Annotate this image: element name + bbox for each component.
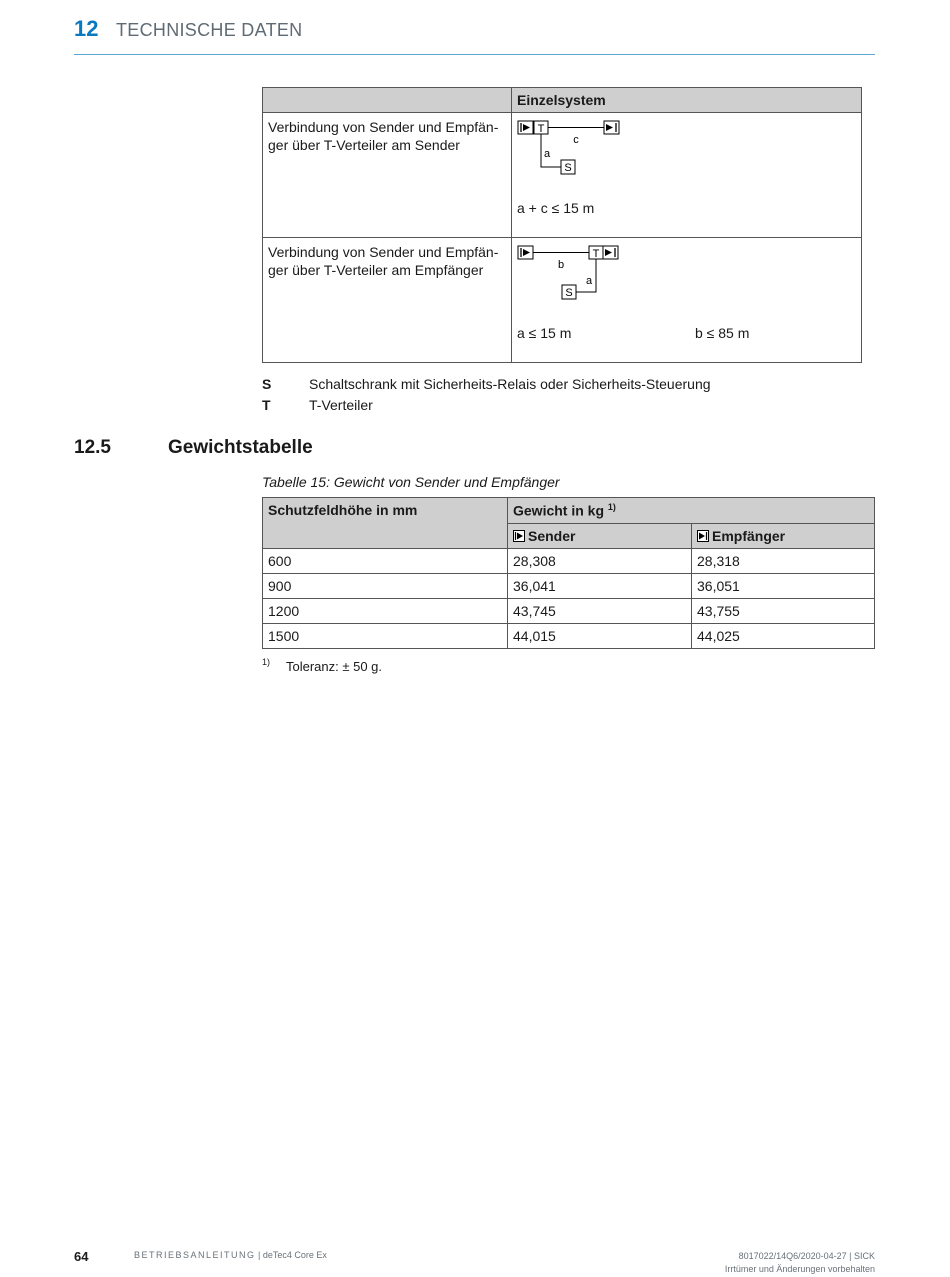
cell-receiver-weight: 36,051 bbox=[692, 573, 875, 598]
section-title: Gewichtstabelle bbox=[168, 437, 313, 458]
header-sender-label: Sender bbox=[528, 527, 576, 544]
legend-key: S bbox=[262, 376, 272, 392]
cell-height: 900 bbox=[263, 573, 508, 598]
legend bbox=[262, 374, 862, 416]
footer-doc-info bbox=[134, 1250, 327, 1260]
legend-item bbox=[262, 374, 862, 395]
cell-sender-weight: 36,041 bbox=[508, 573, 692, 598]
header-receiver-label: Empfänger bbox=[712, 527, 786, 544]
footer-disclaimer: Irrtümer und Änderungen vorbehalten bbox=[724, 1264, 875, 1274]
legend-value: T-Verteiler bbox=[309, 397, 373, 413]
table-row bbox=[263, 548, 875, 573]
svg-text:T: T bbox=[537, 123, 545, 135]
footer-ref bbox=[725, 1250, 875, 1276]
cell-receiver-weight: 28,318 bbox=[692, 548, 875, 573]
control-cabinet-icon bbox=[561, 160, 575, 174]
weight-table bbox=[262, 497, 875, 649]
svg-text:T: T bbox=[592, 248, 600, 260]
receiver-icon bbox=[604, 121, 619, 134]
chapter-title: TECHNISCHE DATEN bbox=[116, 20, 303, 40]
cell-receiver-weight: 43,755 bbox=[692, 598, 875, 623]
header-receiver bbox=[692, 523, 875, 548]
diagram-cell bbox=[512, 113, 862, 238]
formula-a: a ≤ 15 m bbox=[517, 325, 572, 341]
row-label: Verbindung von Sender und Empfän-ger über T-Verteiler am Sender bbox=[263, 113, 512, 238]
connection-table bbox=[262, 87, 862, 363]
t-distributor-icon bbox=[534, 121, 548, 135]
page-header bbox=[74, 16, 875, 55]
table-row bbox=[263, 113, 862, 238]
chapter-number: 12 bbox=[74, 16, 99, 41]
formula-b: b ≤ 85 m bbox=[695, 325, 750, 341]
sender-icon bbox=[518, 121, 533, 134]
cell-receiver-weight: 44,025 bbox=[692, 623, 875, 648]
header-sender bbox=[508, 523, 692, 548]
footnote-ref: 1) bbox=[607, 502, 616, 512]
header-cell-einzelsystem: Einzelsystem bbox=[512, 88, 862, 113]
cell-height: 1500 bbox=[263, 623, 508, 648]
header-cell-empty bbox=[263, 88, 512, 113]
footnote-text: Toleranz: ± 50 g. bbox=[286, 659, 383, 674]
cell-sender-weight: 28,308 bbox=[508, 548, 692, 573]
control-cabinet-icon bbox=[562, 285, 576, 299]
row-label: Verbindung von Sender und Empfän-ger über T-Verteiler am Empfänger bbox=[263, 238, 512, 363]
formula-a-plus-c: a + c ≤ 15 m bbox=[517, 200, 595, 216]
wiring-diagram-t-at-receiver bbox=[517, 245, 627, 305]
t-distributor-icon bbox=[589, 246, 603, 260]
footer-separator: | bbox=[255, 1250, 263, 1260]
diagram-cell bbox=[512, 238, 862, 363]
footer-doc-type: BETRIEBSANLEITUNG bbox=[134, 1250, 256, 1260]
wiring-diagram-t-at-sender bbox=[517, 120, 627, 180]
footer-product: deTec4 Core Ex bbox=[262, 1250, 327, 1260]
cell-sender-weight: 43,745 bbox=[508, 598, 692, 623]
legend-item bbox=[262, 395, 862, 416]
svg-text:S: S bbox=[565, 287, 573, 299]
sender-icon bbox=[518, 246, 533, 259]
page-number: 64 bbox=[74, 1249, 89, 1264]
footnote-mark: 1) bbox=[262, 657, 271, 667]
cell-height: 1200 bbox=[263, 598, 508, 623]
table-row bbox=[263, 623, 875, 648]
table-header-row bbox=[263, 498, 875, 524]
table-row bbox=[263, 238, 862, 363]
table-header-row bbox=[263, 88, 862, 113]
legend-key: T bbox=[262, 397, 271, 413]
header-weight-label: Gewicht in kg bbox=[513, 502, 605, 519]
table-caption: Tabelle 15: Gewicht von Sender und Empfänger bbox=[262, 474, 560, 490]
segment-label-a: a bbox=[543, 148, 551, 160]
legend-value: Schaltschrank mit Sicherheits-Relais oder Sicherheits-Steuerung bbox=[309, 376, 711, 392]
sender-icon bbox=[513, 530, 525, 542]
segment-label-a: a bbox=[585, 275, 593, 287]
receiver-icon bbox=[697, 530, 709, 542]
segment-label-b: b bbox=[557, 259, 565, 271]
header-protective-field-height: Schutzfeldhöhe in mm bbox=[263, 498, 508, 549]
footer-doc-ref: 8017022/14Q6/2020-04-27 | SICK bbox=[738, 1251, 875, 1261]
receiver-icon bbox=[603, 246, 618, 259]
svg-text:S: S bbox=[564, 162, 572, 174]
table-row bbox=[263, 573, 875, 598]
header-weight-group bbox=[508, 498, 875, 524]
segment-label-c: c bbox=[573, 134, 579, 146]
cell-height: 600 bbox=[263, 548, 508, 573]
table-row bbox=[263, 598, 875, 623]
cell-sender-weight: 44,015 bbox=[508, 623, 692, 648]
section-number: 12.5 bbox=[74, 437, 111, 458]
